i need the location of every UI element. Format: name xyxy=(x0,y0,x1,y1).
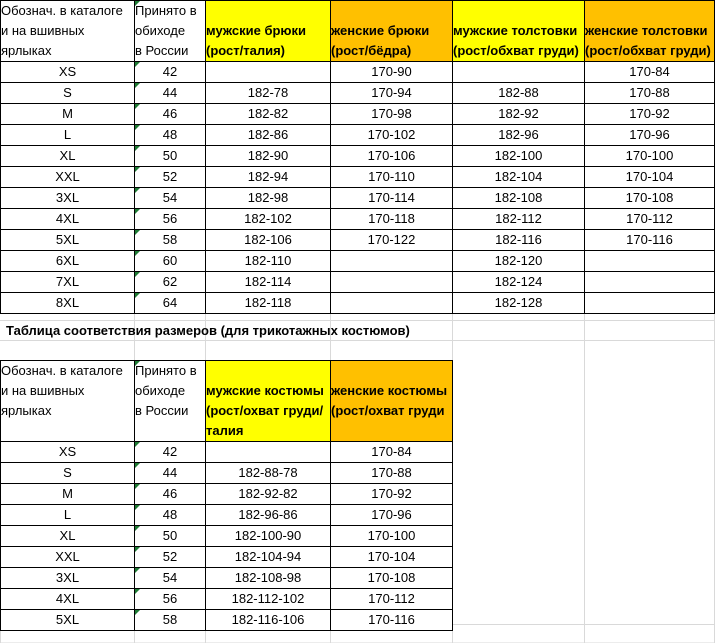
table-cell: 52 xyxy=(135,547,206,568)
table-row xyxy=(1,547,453,568)
table-row xyxy=(1,125,715,146)
table-cell: S xyxy=(1,83,135,104)
table-cell: 56 xyxy=(135,209,206,230)
table-cell: 48 xyxy=(135,125,206,146)
header-line: (рост/бёдра) xyxy=(331,43,412,58)
table-cell: 3XL xyxy=(1,188,135,209)
header-line: и на вшивных xyxy=(1,383,85,398)
header-line: мужские брюки xyxy=(206,23,307,38)
header-line: Принято в xyxy=(135,3,197,18)
table-cell: 182-104 xyxy=(453,167,585,188)
table-cell: 170-100 xyxy=(331,526,453,547)
table-cell: 182-88 xyxy=(453,83,585,104)
header-line: обиходе xyxy=(135,383,186,398)
table-cell: 170-96 xyxy=(331,505,453,526)
header-line: женские толстовки xyxy=(585,23,708,38)
header-line xyxy=(585,1,714,21)
table-cell: 170-96 xyxy=(585,125,715,146)
table-cell: 182-100 xyxy=(453,146,585,167)
table-cell: 44 xyxy=(135,83,206,104)
header-line: и на вшивных xyxy=(1,23,85,38)
table-cell: 182-78 xyxy=(206,83,331,104)
table-cell xyxy=(331,293,453,314)
table-cell: 182-106 xyxy=(206,230,331,251)
header-line xyxy=(206,1,330,21)
table-cell: 170-84 xyxy=(585,62,715,83)
header-line: Обознач. в каталоге xyxy=(1,363,123,378)
table-cell: 46 xyxy=(135,484,206,505)
size-table-suits xyxy=(0,360,453,631)
table-cell: 182-116 xyxy=(453,230,585,251)
table-row xyxy=(1,568,453,589)
table-cell: 170-104 xyxy=(331,547,453,568)
pants-hoodies-header-cell xyxy=(1,1,135,62)
table-cell: 170-108 xyxy=(585,188,715,209)
header-line xyxy=(453,1,584,21)
table-cell: 170-118 xyxy=(331,209,453,230)
table-cell: 182-92 xyxy=(453,104,585,125)
table-cell xyxy=(331,272,453,293)
header-line: в России xyxy=(135,43,189,58)
header-line xyxy=(331,421,452,441)
table-row xyxy=(1,293,715,314)
table-row xyxy=(1,167,715,188)
table-cell: M xyxy=(1,104,135,125)
table-cell: 182-112-102 xyxy=(206,589,331,610)
header-line xyxy=(1,421,134,441)
header-line: (рост/охват груди xyxy=(331,403,445,418)
suits-header-cell xyxy=(1,361,135,442)
suits-header-cell xyxy=(331,361,453,442)
table-cell xyxy=(331,251,453,272)
header-line: талия xyxy=(206,423,244,438)
table-cell: 50 xyxy=(135,146,206,167)
header-line: мужские костюмы xyxy=(206,383,324,398)
suits-header-cell xyxy=(206,361,331,442)
table-cell: 5XL xyxy=(1,610,135,631)
table-row xyxy=(1,230,715,251)
table-cell xyxy=(585,293,715,314)
size-table-pants-hoodies xyxy=(0,0,715,314)
table-cell: 8XL xyxy=(1,293,135,314)
table-cell: 54 xyxy=(135,188,206,209)
table-cell: 182-118 xyxy=(206,293,331,314)
pants-hoodies-header-cell xyxy=(331,1,453,62)
header-line: ярлыках xyxy=(1,43,52,58)
table-row xyxy=(1,251,715,272)
header-line: (рост/охват груди/ xyxy=(206,403,324,418)
table-cell: 7XL xyxy=(1,272,135,293)
table-cell: 182-92-82 xyxy=(206,484,331,505)
suits-header-row xyxy=(1,361,453,442)
header-line: Обознач. в каталоге xyxy=(1,3,123,18)
table-row xyxy=(1,83,715,104)
table-cell: 182-94 xyxy=(206,167,331,188)
table-cell: 170-112 xyxy=(585,209,715,230)
pants-hoodies-header-row xyxy=(1,1,715,62)
table-cell: 42 xyxy=(135,62,206,83)
header-line: Принято в xyxy=(135,363,197,378)
suits-table-title: Таблица соответствия размеров (для трикотажных костюмов) xyxy=(6,323,410,338)
table-cell xyxy=(206,62,331,83)
table-row xyxy=(1,463,453,484)
table-cell: 182-128 xyxy=(453,293,585,314)
table-cell: 54 xyxy=(135,568,206,589)
table-cell: 182-110 xyxy=(206,251,331,272)
table-cell: 170-100 xyxy=(585,146,715,167)
header-line: ярлыках xyxy=(1,403,52,418)
table-cell: XS xyxy=(1,442,135,463)
table-cell: 170-106 xyxy=(331,146,453,167)
header-line: женские костюмы xyxy=(331,383,448,398)
table-row xyxy=(1,442,453,463)
table-cell xyxy=(206,442,331,463)
header-line xyxy=(206,361,330,381)
table-cell xyxy=(453,62,585,83)
table-cell: 182-124 xyxy=(453,272,585,293)
header-line xyxy=(331,361,452,381)
pants-hoodies-header-cell xyxy=(585,1,715,62)
table-row xyxy=(1,188,715,209)
table-cell: L xyxy=(1,125,135,146)
pants-hoodies-header-cell xyxy=(453,1,585,62)
table-cell: 170-116 xyxy=(331,610,453,631)
table-cell: 48 xyxy=(135,505,206,526)
table-cell: 170-114 xyxy=(331,188,453,209)
table-cell: 182-116-106 xyxy=(206,610,331,631)
table-cell: 60 xyxy=(135,251,206,272)
table-cell: 44 xyxy=(135,463,206,484)
table-cell: 182-114 xyxy=(206,272,331,293)
table-cell: 170-104 xyxy=(585,167,715,188)
table-cell: 170-108 xyxy=(331,568,453,589)
table-row xyxy=(1,209,715,230)
table-cell: 170-90 xyxy=(331,62,453,83)
table-row xyxy=(1,505,453,526)
table-cell: M xyxy=(1,484,135,505)
header-line: женские брюки xyxy=(331,23,430,38)
table-cell: 182-108-98 xyxy=(206,568,331,589)
table-cell: 170-92 xyxy=(585,104,715,125)
table-cell: 182-96-86 xyxy=(206,505,331,526)
table-cell: 170-88 xyxy=(585,83,715,104)
suits-header-cell xyxy=(135,361,206,442)
table-cell: 170-122 xyxy=(331,230,453,251)
table-cell: 170-116 xyxy=(585,230,715,251)
table-cell: XL xyxy=(1,526,135,547)
table-cell: 4XL xyxy=(1,209,135,230)
table-row xyxy=(1,104,715,125)
table-cell: 182-98 xyxy=(206,188,331,209)
header-line: (рост/обхват груди) xyxy=(585,43,711,58)
table-cell xyxy=(585,251,715,272)
table-cell: 58 xyxy=(135,610,206,631)
table-cell: 5XL xyxy=(1,230,135,251)
pants-hoodies-header-cell xyxy=(135,1,206,62)
table-row xyxy=(1,526,453,547)
table-cell: 182-102 xyxy=(206,209,331,230)
table-cell: 52 xyxy=(135,167,206,188)
table-cell: XXL xyxy=(1,547,135,568)
table-cell: 182-90 xyxy=(206,146,331,167)
header-line xyxy=(135,421,205,441)
table-cell: 182-104-94 xyxy=(206,547,331,568)
table-row xyxy=(1,62,715,83)
table-cell: 46 xyxy=(135,104,206,125)
table-cell: 182-96 xyxy=(453,125,585,146)
table-cell: 50 xyxy=(135,526,206,547)
table-cell: 170-92 xyxy=(331,484,453,505)
table-cell: 182-112 xyxy=(453,209,585,230)
table-cell: L xyxy=(1,505,135,526)
table-cell: S xyxy=(1,463,135,484)
table-cell: 42 xyxy=(135,442,206,463)
table-cell: 64 xyxy=(135,293,206,314)
header-line: обиходе xyxy=(135,23,186,38)
table-cell: 4XL xyxy=(1,589,135,610)
table-cell: 170-84 xyxy=(331,442,453,463)
table-row xyxy=(1,610,453,631)
table-cell: 182-82 xyxy=(206,104,331,125)
table-cell: 182-100-90 xyxy=(206,526,331,547)
table-cell: 62 xyxy=(135,272,206,293)
header-line xyxy=(331,1,452,21)
table-row xyxy=(1,272,715,293)
header-line: (рост/талия) xyxy=(206,43,286,58)
table-cell: 182-120 xyxy=(453,251,585,272)
table-cell: 170-98 xyxy=(331,104,453,125)
table-cell: 170-88 xyxy=(331,463,453,484)
pants-hoodies-header-cell xyxy=(206,1,331,62)
table-cell: 182-88-78 xyxy=(206,463,331,484)
table-cell: 170-102 xyxy=(331,125,453,146)
table-cell: 182-108 xyxy=(453,188,585,209)
table-row xyxy=(1,589,453,610)
table-cell xyxy=(585,272,715,293)
header-line: мужские толстовки xyxy=(453,23,578,38)
table-cell: 182-86 xyxy=(206,125,331,146)
table-row xyxy=(1,484,453,505)
table-cell: 6XL xyxy=(1,251,135,272)
table-cell: 170-110 xyxy=(331,167,453,188)
table-cell: 3XL xyxy=(1,568,135,589)
table-cell: 170-112 xyxy=(331,589,453,610)
table-cell: 58 xyxy=(135,230,206,251)
table-row xyxy=(1,146,715,167)
table-cell: 170-94 xyxy=(331,83,453,104)
table-cell: 56 xyxy=(135,589,206,610)
table-cell: XL xyxy=(1,146,135,167)
table-cell: XXL xyxy=(1,167,135,188)
table-cell: XS xyxy=(1,62,135,83)
header-line: в России xyxy=(135,403,189,418)
header-line: (рост/обхват груди) xyxy=(453,43,579,58)
